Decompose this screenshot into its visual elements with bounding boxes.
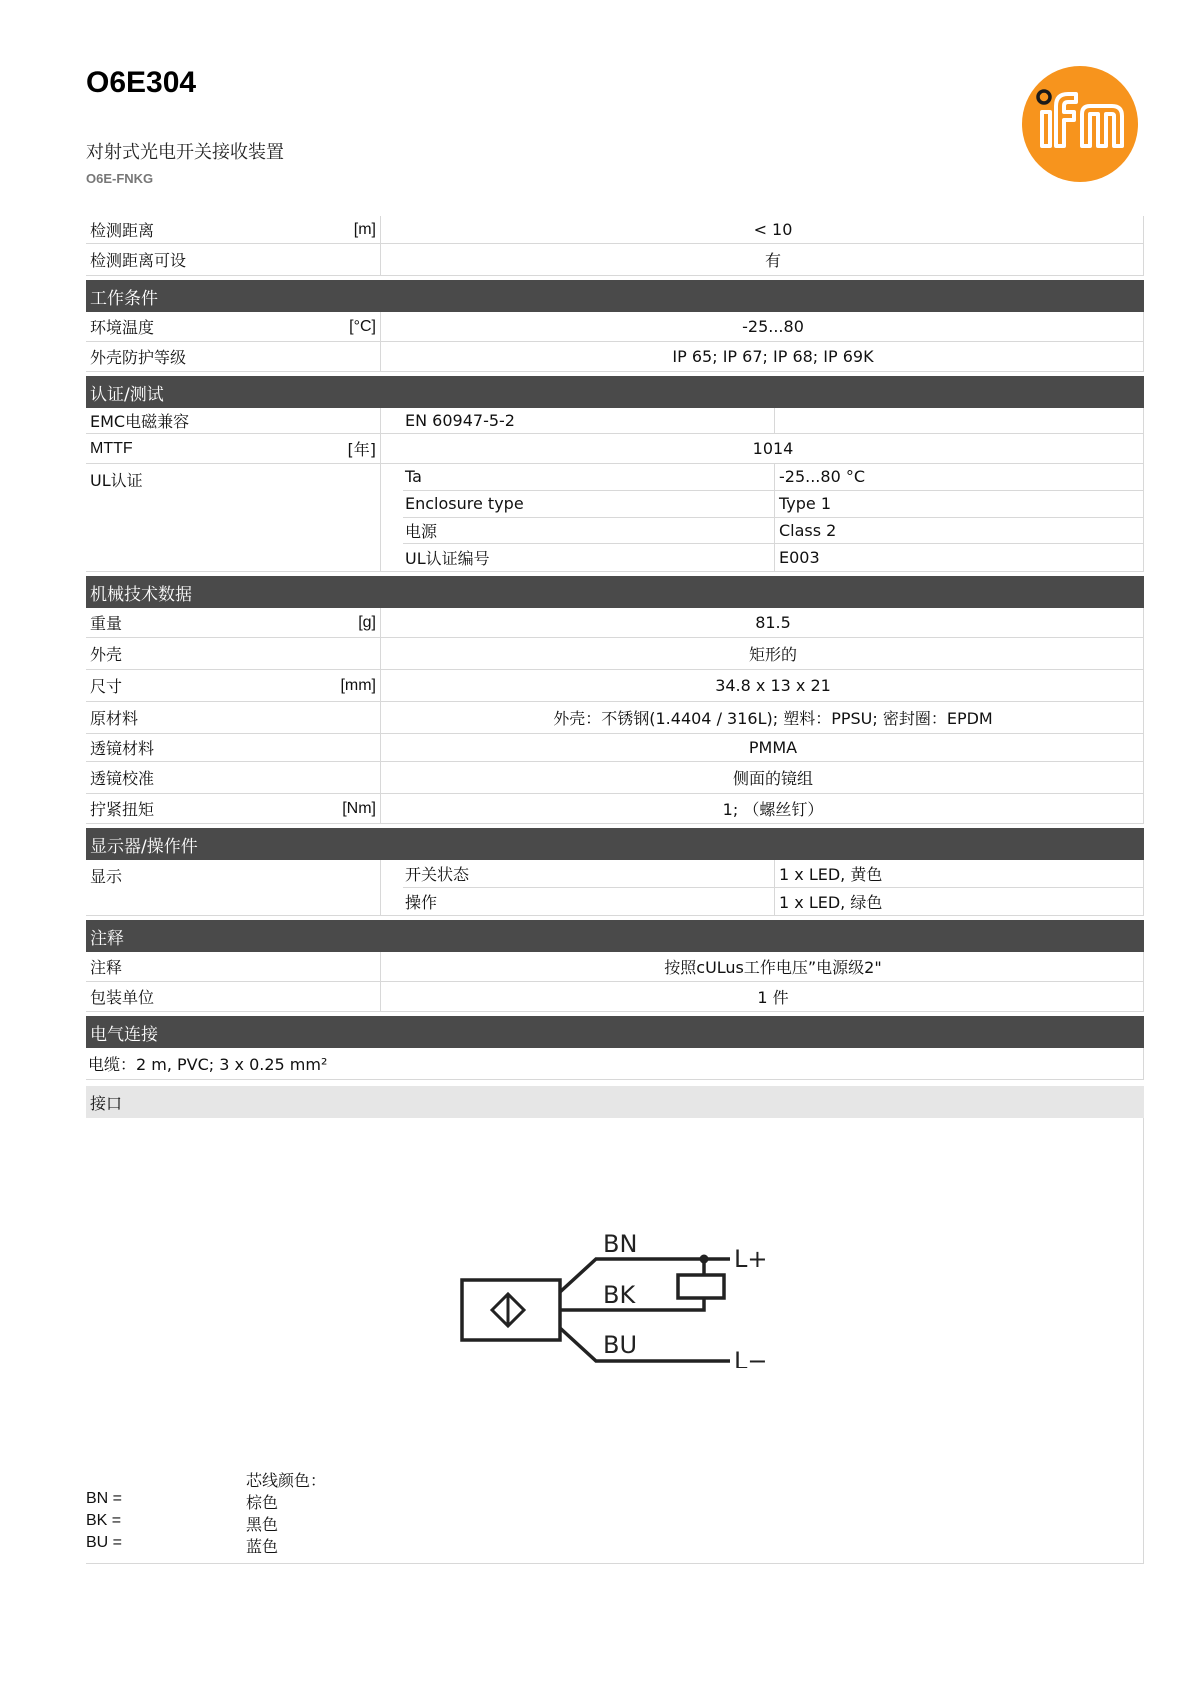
row-label: MTTF [90,439,133,457]
row-label: 显示 [90,867,123,886]
row-unit: [mm] [340,676,376,694]
row-label: 包装单位 [90,988,155,1007]
load-symbol [678,1275,724,1298]
row-value: 有 [403,244,1144,275]
ul-value: Class 2 [775,518,1144,544]
ul-key: UL认证编号 [403,544,775,571]
ul-subrow [403,544,1144,571]
ul-subrow [403,491,1144,518]
spec-row-materials [86,702,1144,734]
section-mechanical: 机械技术数据 [86,576,1144,608]
row-label: UL认证 [90,471,143,490]
row-label: 尺寸 [90,677,123,696]
spec-row-housing [86,638,1144,670]
section-display: 显示器/操作件 [86,828,1144,860]
row-label: 检测距离可设 [90,251,187,270]
ul-value: -25...80 °C [775,464,1144,490]
cable-spec: 电缆：2 m, PVC; 3 x 0.25 mm² [86,1048,1144,1080]
section-operating-conditions: 工作条件 [86,280,1144,312]
spec-row-note [86,952,1144,982]
row-value: 外壳：不锈钢(1.4404 / 316L); 塑料：PPSU; 密封圈：EPDM [403,702,1144,733]
wire-color-legend [86,1468,326,1556]
ul-value: E003 [775,544,1144,571]
display-key: 开关状态 [403,860,775,887]
row-value: 按照cULus工作电压”电源级2" [403,952,1144,981]
ul-key: 电源 [403,518,775,544]
ul-key: Ta [403,464,775,490]
ifm-logo [1020,64,1140,184]
legend-value: 棕色 [246,1493,279,1512]
wire-label-bk: BK [603,1281,636,1309]
terminal-lplus: L+ [734,1245,768,1273]
spec-row-emc [86,408,1144,434]
legend-value: 黑色 [246,1515,279,1534]
spec-row-lens-alignment [86,762,1144,794]
ul-subrow [403,464,1144,491]
ul-value: Type 1 [775,491,1144,517]
row-label: 环境温度 [90,318,155,337]
spec-row-lens-material [86,734,1144,762]
spec-row-mttf [86,434,1144,464]
wire-label-bu: BU [603,1331,638,1359]
row-value: PMMA [403,734,1144,761]
row-value: 34.8 x 13 x 21 [403,670,1144,701]
ul-subrow [403,518,1144,545]
display-subrow [403,888,1144,915]
row-value: 矩形的 [403,638,1144,669]
spec-row-weight [86,608,1144,638]
row-unit: [Nm] [342,799,376,817]
row-unit: [°C] [349,317,376,335]
spec-row-temperature [86,312,1144,342]
legend-key: BK = [86,1512,122,1529]
sensor-body [462,1280,560,1340]
legend-value: 蓝色 [246,1537,279,1556]
row-label: 注释 [90,958,123,977]
row-label: 检测距离 [90,221,155,240]
row-value: 1014 [403,434,1144,463]
spec-row-range-adjustable [86,244,1144,276]
row-label: 外壳 [90,645,123,664]
row-value: 1 件 [403,982,1144,1011]
product-subtitle: 对射式光电开关接收装置 [86,142,284,163]
display-value: 1 x LED, 黄色 [775,860,1144,887]
legend-key: BU = [86,1534,123,1551]
row-label: EMC电磁兼容 [90,412,190,431]
legend-title: 芯线颜色： [246,1471,327,1490]
row-unit: [年] [347,440,376,459]
ul-key: Enclosure type [403,491,775,517]
spec-row-dimensions [86,670,1144,702]
spec-row-protection [86,342,1144,372]
row-value: EN 60947-5-2 [403,408,775,433]
row-label: 外壳防护等级 [90,348,187,367]
spec-row-ul [86,464,1144,572]
row-value: 1; （螺丝钉） [403,794,1144,823]
spec-row-torque [86,794,1144,824]
row-value: 81.5 [403,608,1144,637]
display-key: 操作 [403,888,775,915]
row-label: 重量 [90,614,123,633]
wiring-diagram [460,1208,780,1368]
row-unit: [m] [353,220,376,238]
row-value: < 10 [403,216,1144,243]
row-label: 拧紧扭矩 [90,800,155,819]
section-certification: 认证/测试 [86,376,1144,408]
row-label: 透镜材料 [90,739,155,758]
interface-header: 接口 [86,1086,1144,1118]
row-label: 透镜校准 [90,769,155,788]
wire-label-bn: BN [603,1230,638,1258]
spec-table [86,216,1144,1564]
row-label: 原材料 [90,709,139,728]
display-value: 1 x LED, 绿色 [775,888,1144,915]
section-electrical: 电气连接 [86,1016,1144,1048]
section-notes: 注释 [86,920,1144,952]
row-unit: [g] [358,613,376,631]
row-value: -25...80 [403,312,1144,341]
spec-row-display [86,860,1144,916]
legend-key: BN = [86,1490,123,1507]
spec-row-range [86,216,1144,244]
display-subrow [403,860,1144,888]
product-code: O6E-FNKG [86,171,154,186]
terminal-lminus: L− [734,1347,768,1368]
wiring-diagram-box [86,1118,1144,1564]
row-value: 侧面的镜组 [403,762,1144,793]
product-title: O6E304 [86,66,197,99]
row-value: IP 65; IP 67; IP 68; IP 69K [403,342,1144,371]
spec-row-packaging [86,982,1144,1012]
